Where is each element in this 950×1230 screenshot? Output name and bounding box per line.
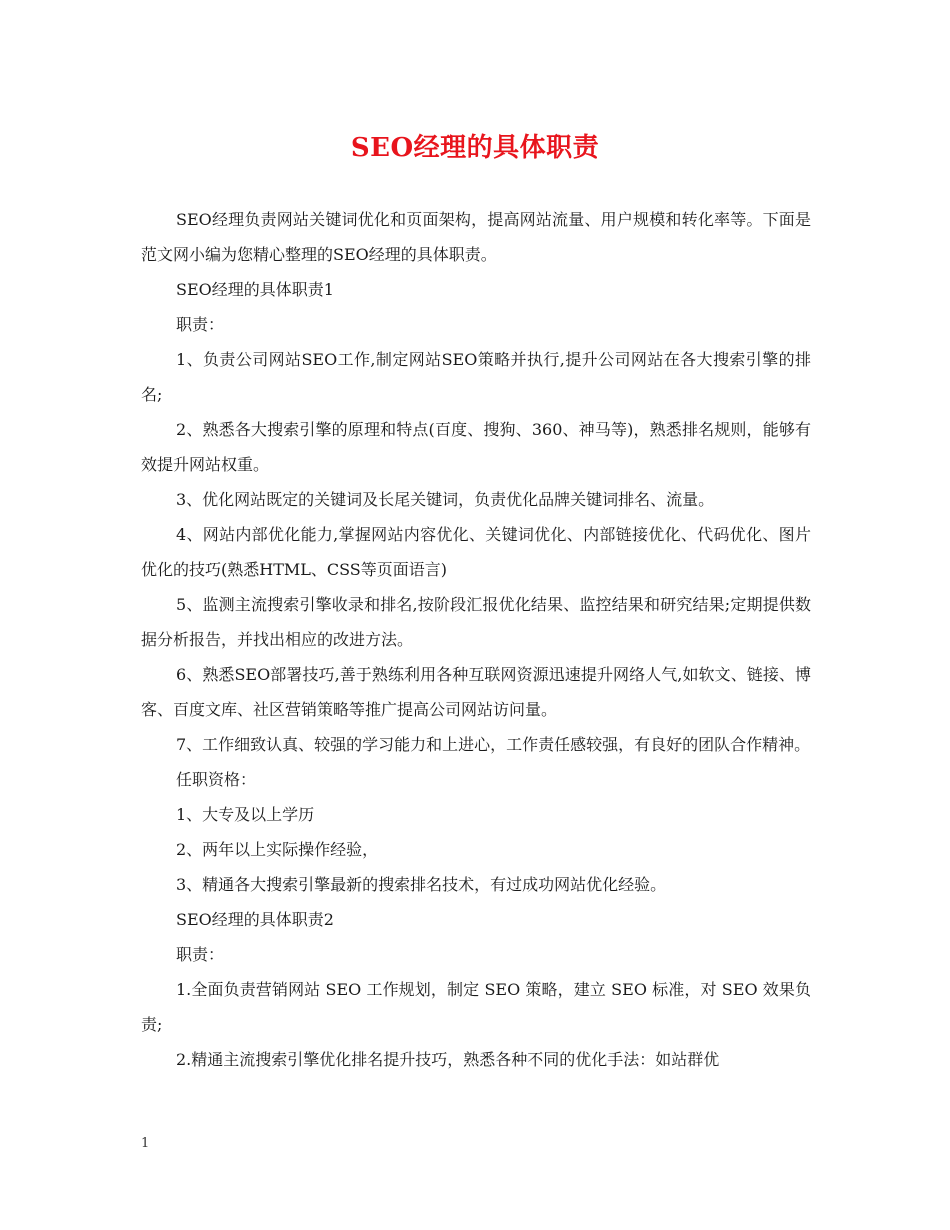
section-heading-1: SEO经理的具体职责1 (176, 280, 334, 299)
page-number: 1 (141, 1136, 150, 1151)
paragraph-intro: SEO经理负责网站关键词优化和页面架构，提高网站流量、用户规模和转化率等。下面是范文网小编为您精心整理的SEO经理的具体职责。 (141, 210, 811, 264)
qualification-item-2: 2、两年以上实际操作经验， (176, 840, 379, 859)
qualifications-label: 任职资格： (176, 770, 257, 789)
duties-label-1: 职责： (176, 315, 225, 334)
duty-item-2: 2、熟悉各大搜索引擎的原理和特点(百度、搜狗、360、神马等)，熟悉排名规则，能够有效提升网站权重。 (141, 420, 811, 474)
duties-label-2: 职责： (176, 945, 225, 964)
duty-item-7: 7、工作细致认真、较强的学习能力和上进心，工作责任感较强，有良好的团队合作精神。 (176, 735, 811, 754)
duty-item-3: 3、优化网站既定的关键词及长尾关键词，负责优化品牌关键词排名、流量。 (176, 490, 715, 509)
qualification-item-1: 1、大专及以上学历 (176, 805, 315, 824)
duty-item-1: 1、负责公司网站SEO工作,制定网站SEO策略并执行,提升公司网站在各大搜索引擎的排名; (141, 350, 811, 404)
duty-item-5: 5、监测主流搜索引擎收录和排名,按阶段汇报优化结果、监控结果和研究结果;定期提供数据分析报告，并找出相应的改进方法。 (141, 595, 811, 649)
qualification-item-3: 3、精通各大搜索引擎最新的搜索排名技术，有过成功网站优化经验。 (176, 875, 667, 894)
duty-item-2-2: 2.精通主流搜索引擎优化排名提升技巧，熟悉各种不同的优化手法：如站群优 (176, 1050, 720, 1069)
document-title: SEO经理的具体职责 (350, 133, 600, 163)
document-body (141, 202, 811, 1077)
duty-item-2-1: 1.全面负责营销网站 SEO 工作规划，制定 SEO 策略，建立 SEO 标准，对 SEO 效果负责; (141, 980, 811, 1034)
duty-item-6: 6、熟悉SEO部署技巧,善于熟练利用各种互联网资源迅速提升网络人气,如软文、链接、博客、百度文库、社区营销策略等推广提高公司网站访问量。 (141, 665, 811, 719)
duty-item-4: 4、网站内部优化能力,掌握网站内容优化、关键词优化、内部链接优化、代码优化、图片优化的技巧(熟悉HTML、CSS等页面语言) (141, 525, 811, 579)
section-heading-2: SEO经理的具体职责2 (176, 910, 334, 929)
